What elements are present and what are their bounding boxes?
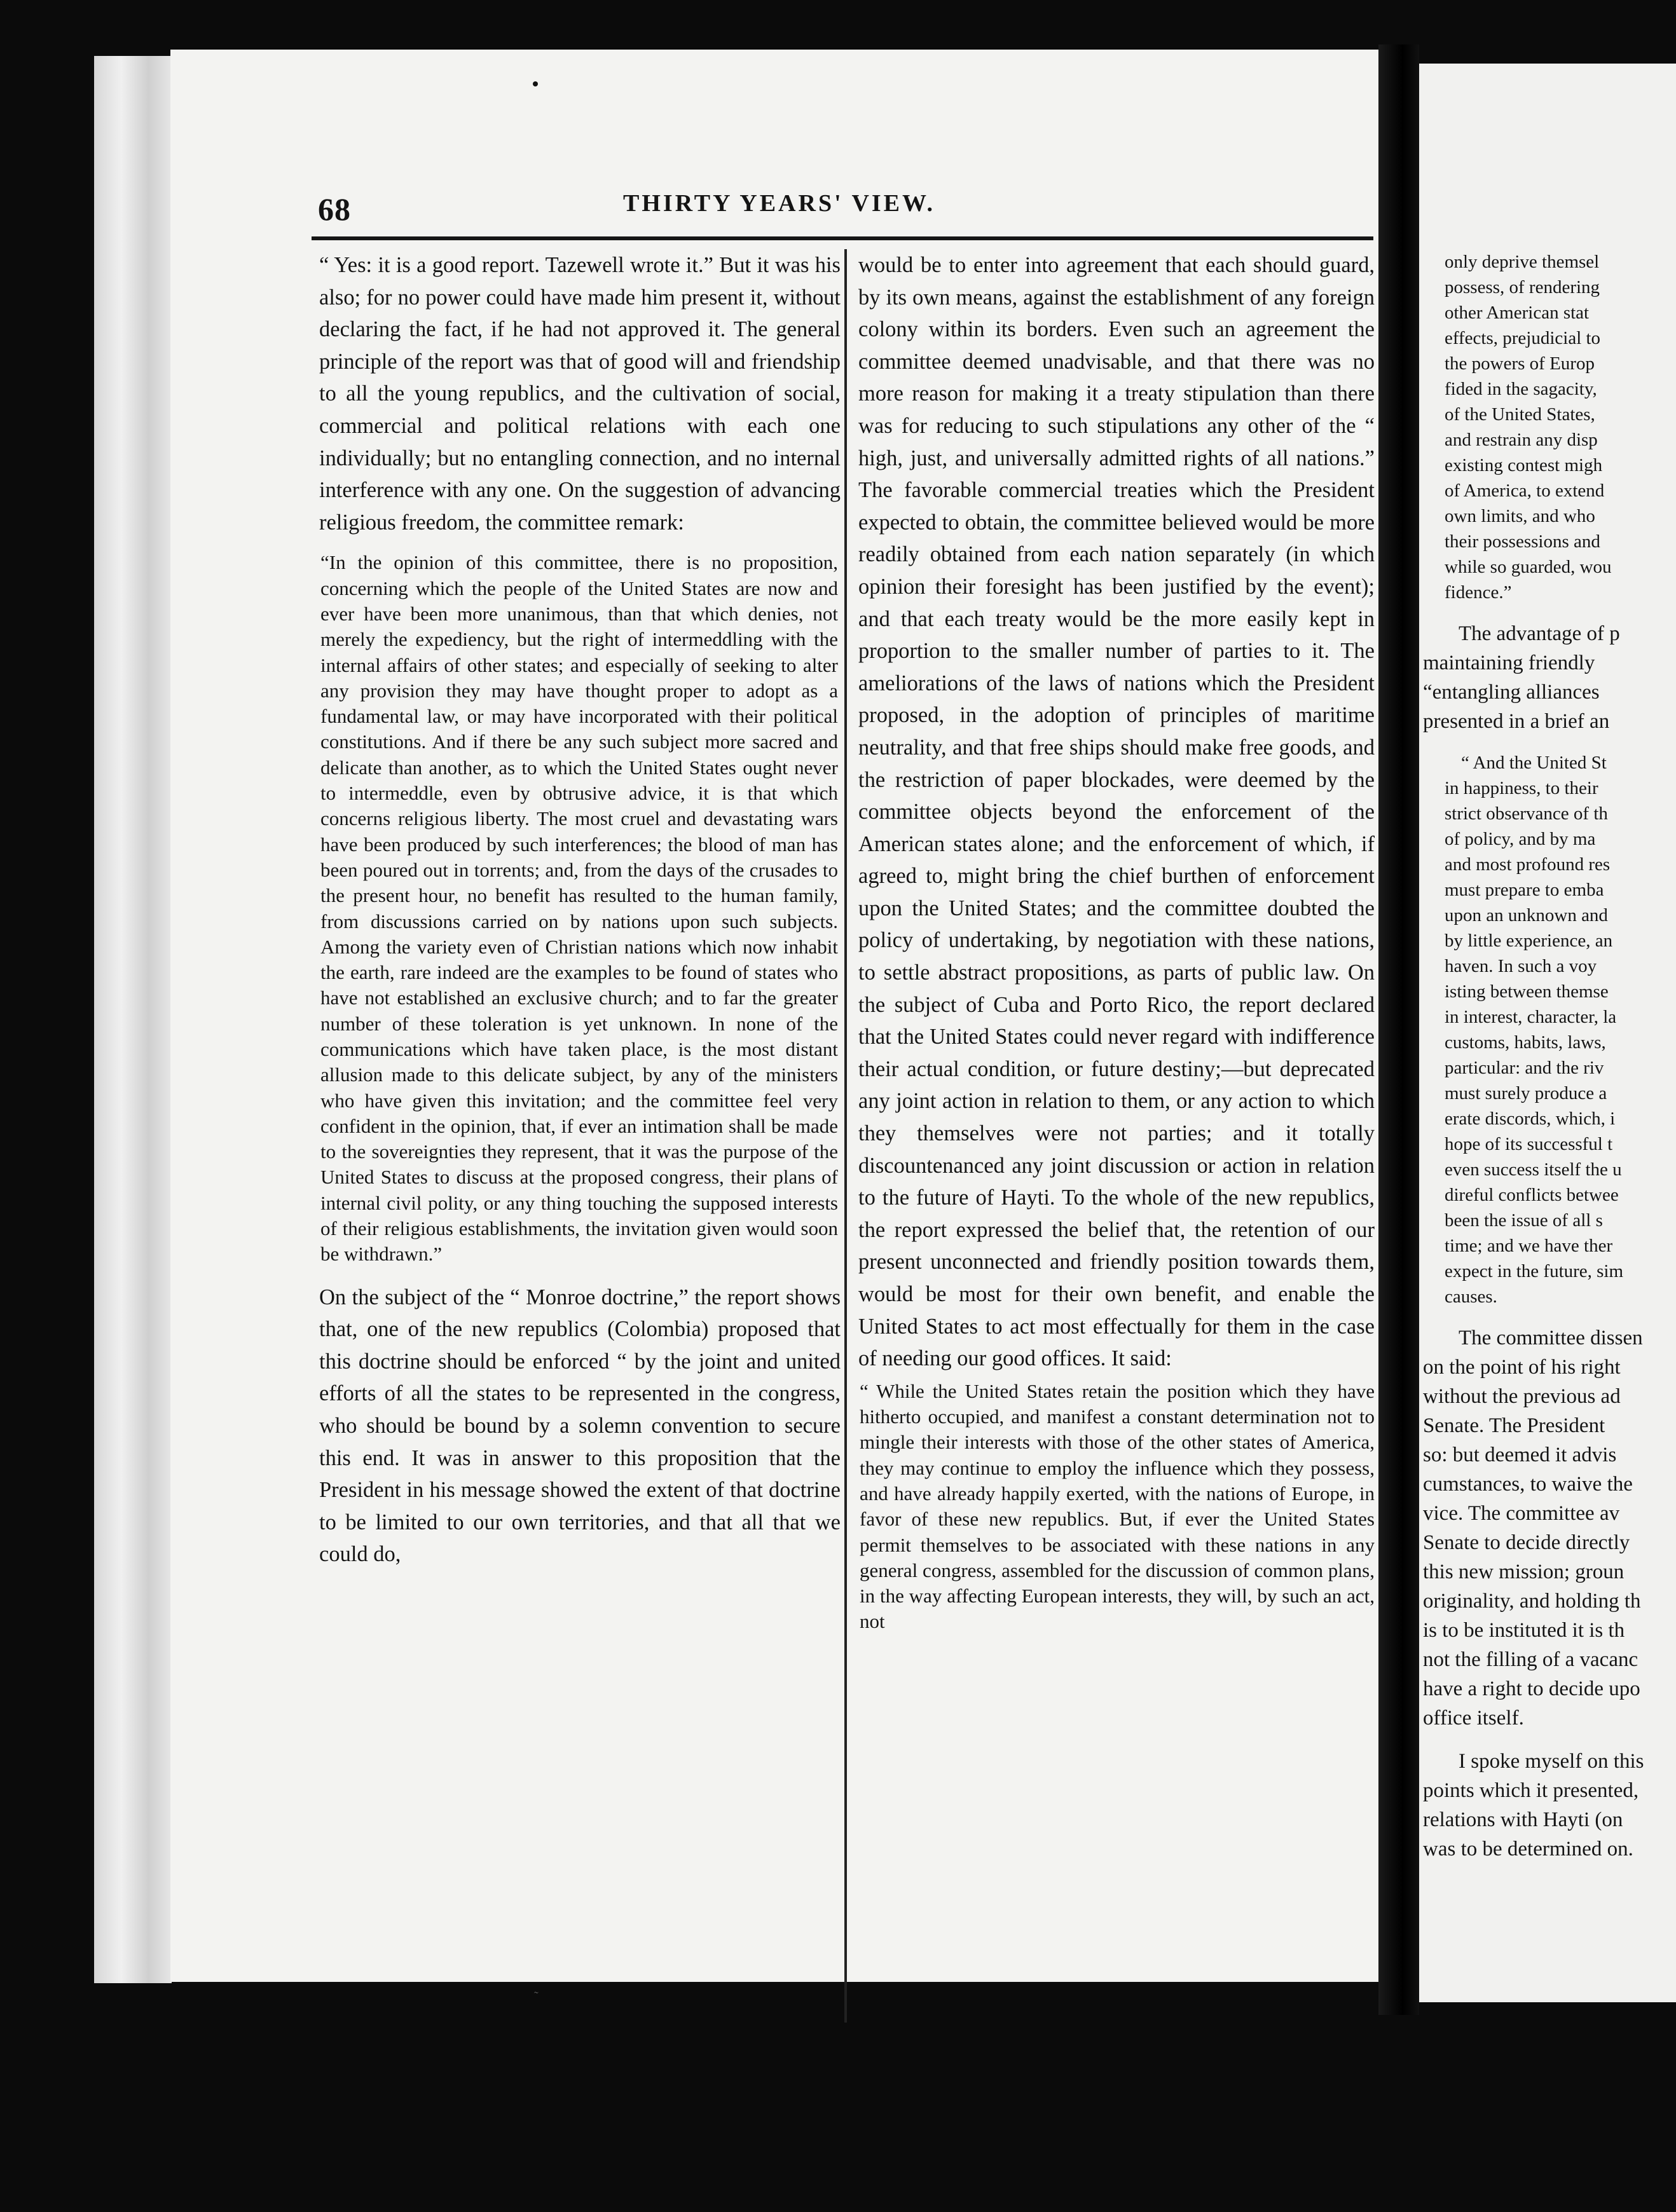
right-column-line: by little experience, an [1445, 931, 1613, 951]
right-column-line: have a right to decide upo [1423, 1677, 1640, 1700]
quote-religious-liberty [319, 550, 838, 1267]
page-number: 68 [318, 191, 351, 227]
right-column-line: presented in a brief an [1423, 710, 1610, 733]
right-column-line: been the issue of all s [1445, 1210, 1603, 1231]
left-column [319, 249, 841, 1571]
quote-text: “In the opinion of this committee, there is no proposition, concerning which the people of the United States are now and ever have been more unanimous, than that which denies, not merely the expediency, but the right of intermeddling with the internal affairs of other states; and especially of seeking to alter any provision they may have thought proper to adopt as a fundamental law, or may have incorporated with their political constitutions. And if there be any such subject more sacred and delicate than another, as to which the United States ought never to intermeddle, even by obtrusive advice, it is that which concerns religious liberty. The most cruel and devastating wars have been produced by such interferences; the blood of man has been poured out in torrents; and, from the days of the crusades to the present hour, no benefit has resulted to the human family, from discussions carried on by nations upon such subjects. Among the variety even of Christian nations which now inhabit the earth, rare indeed are the examples to be found of states who have not established an exclusive church; and to far the greater number of these toleration is yet unknown. In none of the communications which have taken place, is the most distant allusion made to this delicate subject, by any of the ministers who have given this invitation; and the committee feel very confident in the opinion, that, if ever an intimation shall be made to the sovereignties they represent, that it was the purpose of the United States to discuss at the proposed congress, their plans of internal civil polity, or any thing touching the supposed interests of their religious establishments, the invitation given would soon be withdrawn.” [320, 551, 838, 1266]
right-column-line: must prepare to emba [1445, 880, 1604, 900]
right-column-cropped [1423, 249, 1676, 1864]
right-column-line: effects, prejudicial to [1445, 328, 1601, 348]
right-column-line: was to be determined on. [1423, 1838, 1633, 1860]
right-column-line: originality, and holding th [1423, 1590, 1641, 1613]
right-column-line: is to be instituted it is th [1423, 1619, 1625, 1642]
right-column-line: on the point of his right [1423, 1356, 1621, 1379]
right-column-line: The committee dissen [1459, 1327, 1643, 1349]
right-column-line: Senate to decide directly [1423, 1531, 1630, 1554]
book-gutter [94, 56, 172, 1983]
right-column-line: must surely produce a [1445, 1083, 1607, 1103]
right-column-line: hope of its successful t [1445, 1134, 1613, 1154]
right-paragraph-3 [1423, 1747, 1676, 1864]
right-column-line: erate discords, which, i [1445, 1109, 1616, 1129]
right-column-line: and restrain any disp [1445, 430, 1598, 450]
right-column-line: not the filling of a vacanc [1423, 1648, 1638, 1671]
right-column-line: particular: and the riv [1445, 1058, 1604, 1078]
right-column-line: fided in the sagacity, [1445, 379, 1597, 399]
right-column-line: The advantage of p [1459, 622, 1620, 645]
right-column-line: maintaining friendly [1423, 652, 1595, 674]
right-column-line: of policy, and by ma [1445, 829, 1596, 849]
column-rule [844, 249, 847, 2023]
right-column-line: “ And the United St [1461, 753, 1607, 773]
right-column-line: customs, habits, laws, [1445, 1032, 1606, 1053]
paragraph-report-intro: “ Yes: it is a good report. Tazewell wrote it.” But it was his also; for no power could have made him present it, without declaring the fact, if he had not approved it. The general principle of the report was that of good will and friendship to all the young republics, and the cultivation of social, commercial and political relations with each one individually; but no entangling connection, and no internal interference with any one. On the suggestion of advancing religious freedom, the committee remark: [319, 253, 841, 535]
right-column-line: possess, of rendering [1445, 277, 1600, 297]
right-column-line: fidence.” [1445, 582, 1512, 603]
running-head: THIRTY YEARS' VIEW. [623, 190, 936, 217]
right-column-line: causes. [1445, 1287, 1497, 1307]
right-column-line: Senate. The President [1423, 1414, 1605, 1437]
right-column-line: while so guarded, wou [1445, 557, 1612, 577]
right-paragraph-2 [1423, 1323, 1676, 1733]
quote-united-states-position [858, 1379, 1375, 1635]
right-column-line: haven. In such a voy [1445, 956, 1597, 976]
right-column-line: only deprive themsel [1445, 252, 1600, 272]
right-column-line: other American stat [1445, 303, 1590, 323]
right-column-line: time; and we have ther [1445, 1236, 1613, 1256]
header-rule [312, 236, 1373, 240]
right-column-line: the powers of Europ [1445, 353, 1595, 374]
right-column-line: own limits, and who [1445, 506, 1595, 526]
right-paragraph-1 [1423, 619, 1676, 736]
paragraph-monroe-doctrine: On the subject of the “ Monroe doctrine,” the report shows that, one of the new republics (Colombia) proposed that this doctrine should be enforced “ by the joint and united efforts of all the states to be represented in the congress, who should be bound by a solemn convention to secure this end. It was in answer to this proposition that the President in his message showed the extent of that doctrine to be limited to our own territories, and that all that we could do, [319, 1285, 841, 1567]
right-column-line: cumstances, to waive the [1423, 1473, 1633, 1496]
paragraph-committee-findings: would be to enter into agreement that each should guard, by its own means, against the establishment of any foreign colony within its borders. Even such an agreement the committee deemed unadvisable, and that there was no more reason for making it a treaty stipulation than there was for reducing to such stipulations any other of the “ high, just, and universally admitted rights of all nations.” The favorable commercial treaties which the President expected to obtain, the committee believed would be more readily obtained from each nation separately (in which opinion their foresight has been justified by the event); and that each treaty would be the more easily kept in proportion to the smaller number of parties to it. The ameliorations of the laws of nations which the President proposed, in the adoption of principles of maritime neutrality, and that free ships should make free goods, and the restriction of paper blockades, were deemed by the committee objects beyond the enforcement of the American states alone; and the enforcement of which, if agreed to, might bring the chief burthen of enforcement upon the United States; and the committee doubted the policy of undertaking, by negotiation with these nations, to settle abstract propositions, as parts of public law. On the subject of Cuba and Porto Rico, the report declared that the United States could never regard with indifference their actual condition, or future destiny;—but deprecated any joint action in relation to them, or any action to which they themselves were not parties; and it totally discountenanced any joint discussion or action in relation to the future of Hayti. To the whole of the new republics, the report expressed the belief that, the retention of our present unconnected and friendly position towards them, would be most for their own benefit, and enable the United States to act most effectually for them in the case of needing our good offices. It said: [858, 253, 1375, 1371]
right-column-line: and most profound res [1445, 854, 1611, 875]
right-column-line: direful conflicts betwee [1445, 1185, 1619, 1205]
right-quote-2 [1423, 750, 1676, 1309]
right-column-line: in happiness, to their [1445, 778, 1598, 798]
right-column-line: office itself. [1423, 1707, 1524, 1730]
right-column-line: existing contest migh [1445, 455, 1603, 475]
right-column-line: upon an unknown and [1445, 905, 1608, 925]
right-column-line: of the United States, [1445, 404, 1595, 425]
right-column-line: so: but deemed it advis [1423, 1444, 1617, 1466]
print-speck [533, 81, 538, 86]
book-spine [1378, 44, 1419, 2015]
right-column-line: in interest, character, la [1445, 1007, 1617, 1027]
right-column-line: I spoke myself on this [1459, 1750, 1644, 1773]
right-column-line: relations with Hayti (on [1423, 1808, 1623, 1831]
quote-text: “ While the United States retain the position which they have hitherto occupied, and manifest a constant determination not to mingle their interests with those of the other states of America, they may continue to employ the influence which they possess, and have already happily exerted, with the nations of Europe, in favor of these new republics. But, if ever the United States permit themselves to be associated with these nations in any general congress, assembled for the discussion of common plans, in the way affecting European interests, they will, by such an act, not [860, 1379, 1375, 1633]
right-column-line: points which it presented, [1423, 1779, 1639, 1802]
right-column-line: expect in the future, sim [1445, 1261, 1624, 1281]
right-quote-1 [1423, 249, 1676, 605]
right-column-line: vice. The committee av [1423, 1502, 1620, 1525]
middle-column [858, 249, 1375, 1635]
right-column-line: isting between themse [1445, 981, 1609, 1002]
print-mark: ˜ [534, 1990, 539, 2004]
right-column-line: without the previous ad [1423, 1385, 1621, 1408]
right-column-line: “entangling alliances [1423, 681, 1600, 704]
right-column-line: their possessions and [1445, 531, 1600, 552]
right-column-line: this new mission; groun [1423, 1560, 1624, 1583]
right-column-line: of America, to extend [1445, 481, 1605, 501]
right-column-line: even success itself the u [1445, 1159, 1622, 1180]
right-column-line: strict observance of th [1445, 803, 1608, 824]
